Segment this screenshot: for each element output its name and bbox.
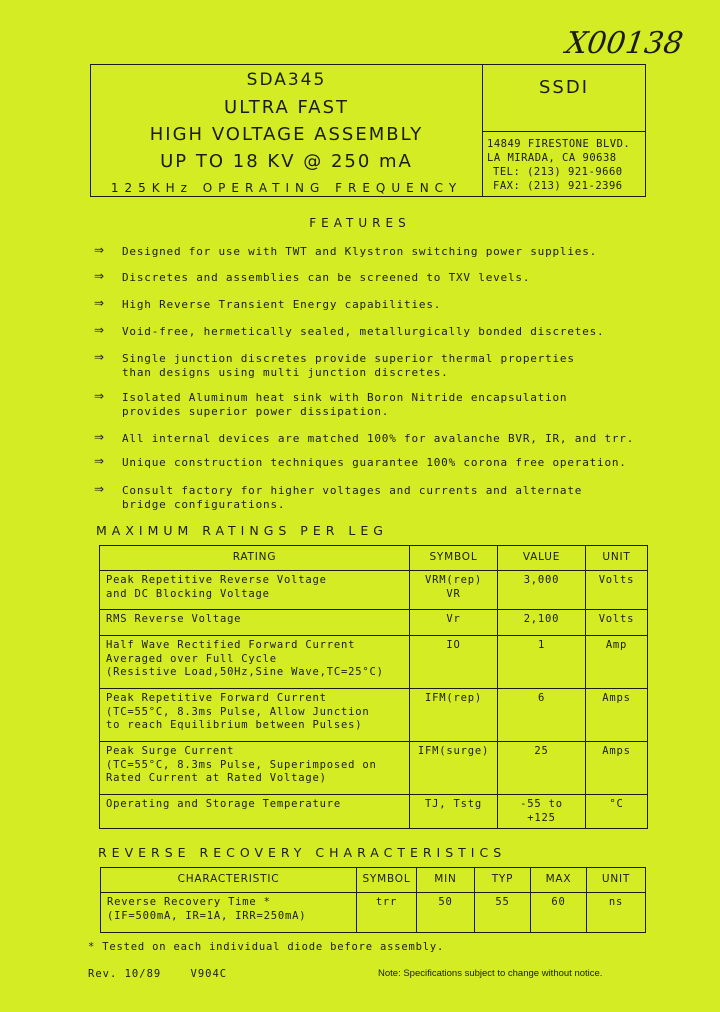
- arrow-icon: ⇒: [94, 430, 105, 444]
- value-cell: 25: [498, 742, 586, 795]
- table-row: [100, 689, 648, 742]
- typ-cell: 55: [475, 893, 531, 933]
- symbol-cell: Vr: [410, 610, 498, 636]
- address-line: TEL: (213) 921-9660: [493, 166, 623, 178]
- unit-cell: Amps: [586, 689, 648, 742]
- title-line-2: ULTRA FAST: [224, 97, 349, 118]
- col-header: MIN: [417, 868, 475, 893]
- symbol-cell: VRM(rep) VR: [410, 571, 498, 610]
- symbol-cell: IO: [410, 636, 498, 689]
- symbol-cell: IFM(surge): [410, 742, 498, 795]
- arrow-icon: ⇒: [94, 389, 105, 403]
- unit-cell: Volts: [586, 610, 648, 636]
- table-row: [100, 636, 648, 689]
- header-box: [90, 64, 646, 197]
- col-header: CHARACTERISTIC: [101, 868, 357, 893]
- value-cell: 3,000: [498, 571, 586, 610]
- rating-cell: Operating and Storage Temperature: [100, 795, 410, 829]
- symbol-cell: IFM(rep): [410, 689, 498, 742]
- company-name: SSDI: [538, 77, 590, 98]
- title-line-3: HIGH VOLTAGE ASSEMBLY: [149, 124, 424, 145]
- col-header: MAX: [531, 868, 587, 893]
- arrow-icon: ⇒: [94, 482, 105, 496]
- feature-text: Consult factory for higher voltages and currents and alternate bridge configurations.: [122, 484, 583, 511]
- feature-text: Designed for use with TWT and Klystron switching power supplies.: [122, 245, 598, 258]
- value-cell: 1: [498, 636, 586, 689]
- max-ratings-table: [99, 545, 648, 829]
- min-cell: 50: [417, 893, 475, 933]
- characteristic-cell: Reverse Recovery Time * (IF=500mA, IR=1A, IRR=250mA): [101, 893, 357, 933]
- arrow-icon: ⇒: [94, 350, 105, 364]
- feature-text: Void-free, hermetically sealed, metallurgically bonded discretes.: [122, 325, 605, 338]
- col-header: VALUE: [498, 546, 586, 571]
- divider: [483, 131, 645, 132]
- company-address: [487, 137, 630, 193]
- value-cell: 2,100: [498, 610, 586, 636]
- address-line: FAX: (213) 921-2396: [493, 180, 623, 192]
- header-title-block: [91, 65, 483, 196]
- unit-cell: Volts: [586, 571, 648, 610]
- max-cell: 60: [531, 893, 587, 933]
- handwritten-code: X00138: [563, 26, 686, 61]
- table-header-row: [101, 868, 646, 893]
- rating-cell: RMS Reverse Voltage: [100, 610, 410, 636]
- unit-cell: Amps: [586, 742, 648, 795]
- feature-text: Isolated Aluminum heat sink with Boron Nitride encapsulation provides superior power dissipation.: [122, 391, 568, 418]
- feature-text: High Reverse Transient Energy capabilities.: [122, 298, 442, 311]
- part-number: SDA345: [246, 70, 327, 90]
- reverse-recovery-table: [100, 867, 646, 933]
- address-line: LA MIRADA, CA 90638: [487, 152, 617, 164]
- unit-cell: ns: [587, 893, 646, 933]
- symbol-cell: trr: [357, 893, 417, 933]
- unit-cell: Amp: [586, 636, 648, 689]
- feature-text: Single junction discretes provide superior thermal properties than designs using multi junction discretes.: [122, 352, 575, 379]
- title-line-4: UP TO 18 KV @ 250 mA: [160, 151, 413, 172]
- arrow-icon: ⇒: [94, 296, 105, 310]
- table-row: [100, 610, 648, 636]
- unit-cell: °C: [586, 795, 648, 829]
- col-header: RATING: [100, 546, 410, 571]
- table-row: [101, 893, 646, 933]
- table-row: [100, 742, 648, 795]
- max-ratings-title: MAXIMUM RATINGS PER LEG: [96, 523, 388, 538]
- revision: Rev. 10/89 V904C: [88, 968, 228, 980]
- company-block: [483, 65, 645, 196]
- rating-cell: Peak Repetitive Reverse Voltage and DC Blocking Voltage: [100, 571, 410, 610]
- feature-text: All internal devices are matched 100% for avalanche BVR, IR, and trr.: [122, 432, 635, 445]
- rating-cell: Peak Repetitive Forward Current (TC=55°C, 8.3ms Pulse, Allow Junction to reach Equilibrium between Pulses): [100, 689, 410, 742]
- symbol-cell: TJ, Tstg: [410, 795, 498, 829]
- col-header: SYMBOL: [410, 546, 498, 571]
- table-row: [100, 795, 648, 829]
- value-cell: -55 to +125: [498, 795, 586, 829]
- col-header: UNIT: [587, 868, 646, 893]
- footnote: * Tested on each individual diode before assembly.: [88, 941, 445, 953]
- value-cell: 6: [498, 689, 586, 742]
- arrow-icon: ⇒: [94, 269, 105, 283]
- features-title: FEATURES: [309, 216, 411, 230]
- arrow-icon: ⇒: [94, 323, 105, 337]
- title-line-5: 125KHz OPERATING FREQUENCY: [110, 181, 463, 195]
- reverse-recovery-title: REVERSE RECOVERY CHARACTERISTICS: [98, 845, 507, 860]
- disclaimer-note: Note: Specifications subject to change without notice.: [378, 968, 603, 979]
- arrow-icon: ⇒: [94, 243, 105, 257]
- table-header-row: [100, 546, 648, 571]
- rating-cell: Peak Surge Current (TC=55°C, 8.3ms Pulse, Superimposed on Rated Current at Rated Voltage): [100, 742, 410, 795]
- col-header: SYMBOL: [357, 868, 417, 893]
- arrow-icon: ⇒: [94, 454, 105, 468]
- feature-text: Unique construction techniques guarantee 100% corona free operation.: [122, 456, 627, 469]
- table-row: [100, 571, 648, 610]
- rating-cell: Half Wave Rectified Forward Current Averaged over Full Cycle (Resistive Load,50Hz,Sine Wave,TC=25°C): [100, 636, 410, 689]
- feature-text: Discretes and assemblies can be screened to TXV levels.: [122, 271, 531, 284]
- col-header: UNIT: [586, 546, 648, 571]
- address-line: 14849 FIRESTONE BLVD.: [487, 138, 631, 150]
- col-header: TYP: [475, 868, 531, 893]
